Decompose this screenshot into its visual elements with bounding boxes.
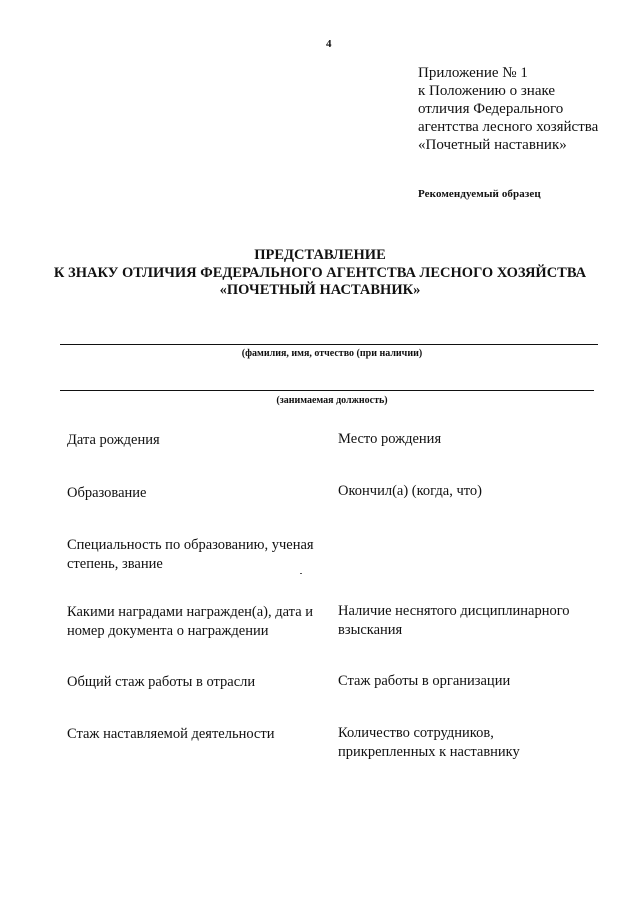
position-line[interactable]: [60, 390, 594, 391]
specialty-field: [67, 536, 314, 574]
full-name-line[interactable]: [60, 344, 598, 345]
field-label: прикрепленных к наставнику: [338, 744, 520, 760]
field-label: Место рождения: [338, 431, 442, 447]
graduated-field: [338, 482, 482, 501]
sample-note: Рекомендуемый образец: [418, 188, 541, 200]
title-line: К ЗНАКУ ОТЛИЧИЯ ФЕДЕРАЛЬНОГО АГЕНТСТВА ЛЕСНОГО ХОЗЯЙСТВА: [53, 264, 587, 281]
appendix-line: к Положению о знаке: [418, 83, 556, 99]
field-label: Какими наградами награжден(а), дата и: [67, 604, 314, 620]
appendix-header: [418, 64, 598, 154]
mentoring-experience-field: [67, 725, 274, 744]
field-label: Наличие неснятого дисциплинарного: [338, 603, 570, 619]
field-label: Стаж наставляемой деятельности: [67, 726, 275, 742]
full-name-caption: (фамилия, имя, отчество (при наличии): [241, 348, 423, 359]
appendix-line: отличия Федерального: [418, 101, 564, 117]
field-label: Образование: [67, 485, 147, 501]
field-label: Стаж работы в организации: [338, 673, 511, 689]
field-label: номер документа о награждении: [67, 623, 269, 639]
mentees-count-field: [338, 724, 520, 762]
document-title: [0, 247, 640, 300]
awards-field: [67, 603, 313, 641]
field-label: Окончил(а) (когда, что): [338, 483, 482, 499]
title-line: ПРЕДСТАВЛЕНИЕ: [254, 247, 386, 263]
appendix-line: Приложение № 1: [418, 65, 528, 81]
scan-speck: [300, 573, 302, 574]
position-caption: (занимаемая должность): [276, 395, 388, 406]
org-experience-field: [338, 672, 510, 691]
page-number: 4: [326, 38, 332, 50]
appendix-line: агентства лесного хозяйства: [418, 119, 599, 135]
title-line: «ПОЧЕТНЫЙ НАСТАВНИК»: [219, 282, 421, 298]
field-label: Количество сотрудников,: [338, 725, 494, 741]
industry-experience-field: [67, 673, 255, 692]
field-label: взыскания: [338, 622, 403, 638]
education-field: [67, 484, 146, 503]
field-label: Дата рождения: [67, 432, 160, 448]
birth-date-field: [67, 431, 160, 450]
field-label: Общий стаж работы в отрасли: [67, 674, 256, 690]
appendix-line: «Почетный наставник»: [418, 137, 567, 153]
field-label: Специальность по образованию, ученая: [67, 537, 314, 553]
birth-place-field: [338, 430, 441, 449]
penalty-field: [338, 602, 570, 640]
field-label: степень, звание: [67, 556, 163, 572]
